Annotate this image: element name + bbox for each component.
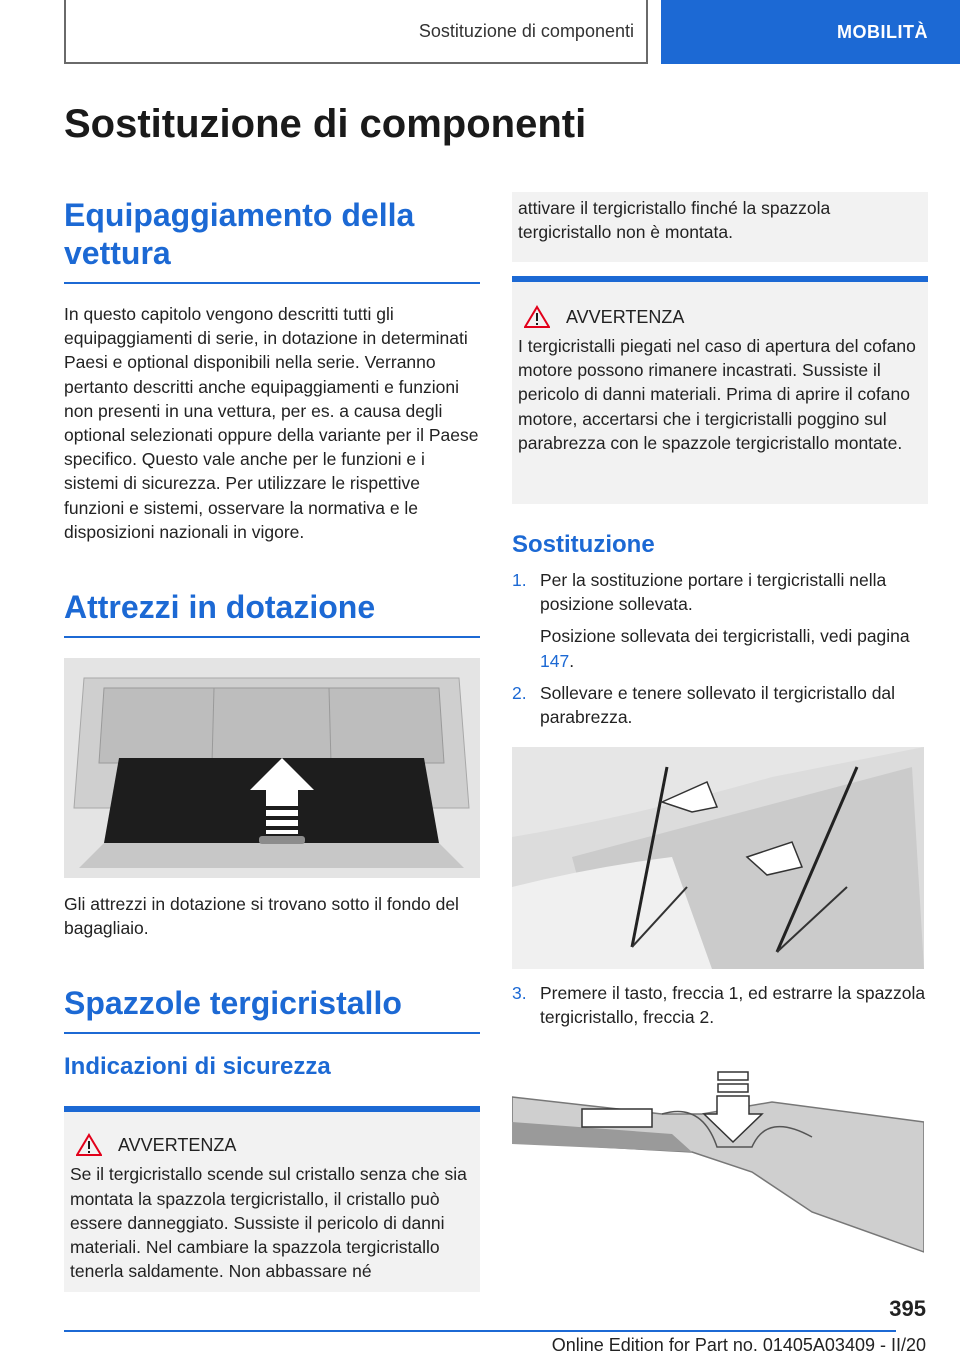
list-body [540,568,928,673]
warning-title: AVVERTENZA [118,1134,237,1155]
step-text: Per la sostituzione portare i tergicristalli nella posizione sollevata. [540,570,887,615]
warning-continued-text: attivare il tergicristallo finché la spazzola tergicristallo non è montata. [518,198,831,243]
step-text: Sollevare e tenere sollevato il tergicristallo dal parabrezza. [540,682,896,728]
heading-replace: Sostituzione [512,531,655,558]
list-number: 1. [512,570,527,590]
list-number: 2. [512,682,527,703]
windshield-wiper-image [512,747,924,969]
list-number: 3. [512,983,527,1004]
heading-equipment-line1: Equipaggiamento della [64,197,415,233]
wiper-blade-illustration [512,1052,924,1257]
heading-equipment [64,196,480,272]
warning-text: I tergicristalli piegati nel caso di apertura del cofano motore possono rimanere incastrati. Sussiste il pericolo di danni materiali. Prima di aprire il cofano motore, accertarsi che i tergicristalli poggino sul parabrezza con le spazzole tergicristallo montate. [518,336,916,453]
page-title: Sostituzione di componenti [64,102,587,146]
left-column [64,192,480,1292]
header-section-title: Sostituzione di componenti [418,20,634,41]
heading-equipment-line2: vettura [64,235,171,271]
wiper-illustration [512,747,924,969]
warning-box-2 [512,282,928,504]
wiper-button-image [512,1052,924,1257]
step-text: Premere il tasto, freccia 1, ed estrarre la spazzola tergicristallo, freccia 2. [540,983,926,1028]
heading-rule [64,282,480,284]
heading-rule [64,1032,480,1034]
tools-paragraph: Gli attrezzi in dotazione si trovano sotto il fondo del bagagliaio. [64,894,459,939]
footer-edition: Online Edition for Part no. 01405A03409 - II/20 [551,1335,926,1355]
footer-rule [64,1330,896,1332]
page-number: 395 [889,1296,926,1321]
step-sub: Posizione sollevata dei tergicristalli, vedi pagina [540,626,910,647]
heading-tools: Attrezzi in dotazione [64,589,376,626]
list-item [512,981,928,1029]
header-chapter-title: MOBILITÀ [837,21,928,42]
warning-title: AVVERTENZA [566,306,685,327]
trunk-illustration [64,658,480,878]
heading-rule [64,636,480,638]
page-link[interactable]: 147 [540,650,570,671]
warning-triangle-icon [524,305,550,329]
header-section-tab [64,0,648,64]
header-chapter-tab[interactable] [661,0,960,64]
heading-safety: Indicazioni di sicurezza [64,1053,331,1081]
warning-head [518,302,922,332]
warning-head [70,1130,474,1160]
right-column [512,192,928,1257]
warning-box-continued [512,192,928,262]
heading-wipers: Spazzole tergicristallo [64,985,402,1022]
list-item [512,681,928,729]
step-subtext [540,624,928,672]
warning-text: Se il tergicristallo scende sul cristallo senza che sia montata la spazzola tergicristallo, il cristallo può essere danneggiato. Sussiste il pericolo di danni materiali. Nel cambiare la spazzola tergicristallo tenerla saldamente. Non abbassare né [70,1164,467,1282]
warning-triangle-icon [76,1133,102,1157]
equipment-paragraph: In questo capitolo vengono descritti tutti gli equipaggiamenti di serie, in dotazione in determinati Paesi e optional disponibili nella serie. Verranno pertanto descritti anche equipaggiamenti e funzioni non presenti in una vettura, per es. a causa degli optional selezionati oppure della variante per il Paese specifico. Questo vale anche per le funzioni e i sistemi di sicurezza. Per utilizzare le rispettive funzioni e sistemi, osservare la normativa e le disposizioni nazionali in vigore. [64,304,479,542]
list-item [512,568,928,673]
warning-box [64,1112,480,1292]
step-sub-end: . [569,650,575,671]
trunk-image [64,658,480,878]
